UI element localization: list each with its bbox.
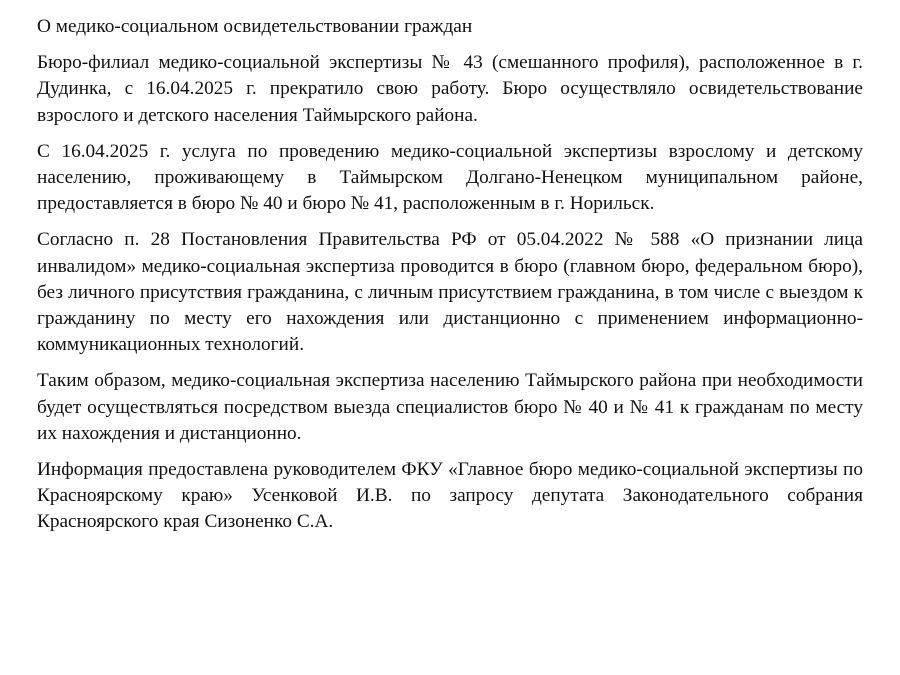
document-title: О медико-социальном освидетельствовании граждан — [37, 16, 473, 37]
paragraph-conclusion: Таким образом, медико-социальная экспертиза населению Таймырского района при необходимости будет осуществляться посредством выезда специалистов бюро № 40 и № 41 к гражданам по месту их нахождения и дистанционно. — [37, 370, 863, 444]
paragraph-bureau-closed: Бюро-филиал медико-социальной экспертизы № 43 (смешанного профиля), расположенное в г. Дудинка, с 16.04.2025 г. прекратило свою работу. Бюро осуществляло освидетельствование взрослого и детского населения Таймырского района. — [37, 52, 863, 126]
document-body — [37, 14, 863, 546]
paragraph-service-transfer: С 16.04.2025 г. услуга по проведению медико-социальной экспертизы взрослому и детскому населению, проживающему в Таймырском Долгано-Ненецком муниципальном районе, предоставляется в бюро № 40 и бюро № 41, расположенным в г. Норильск. — [37, 140, 863, 215]
paragraph-source-info: Информация предоставлена руководителем ФКУ «Главное бюро медико-социальной экспертизы по Красноярскому краю» Усенковой И.В. по запросу депутата Законодательного собрания Красноярского края Сизоненко С.А. — [37, 459, 863, 533]
paragraph-legal-basis: Согласно п. 28 Постановления Правительства РФ от 05.04.2022 № 588 «О признании лица инвалидом» медико-социальная экспертиза проводится в бюро (главном бюро, федеральном бюро), без личного присутствия гражданина, с личным присутствием гражданина, в том числе с выездом к гражданину по месту его нахождения или дистанционно с применением информационно- коммуникационных технологий. — [37, 229, 863, 356]
